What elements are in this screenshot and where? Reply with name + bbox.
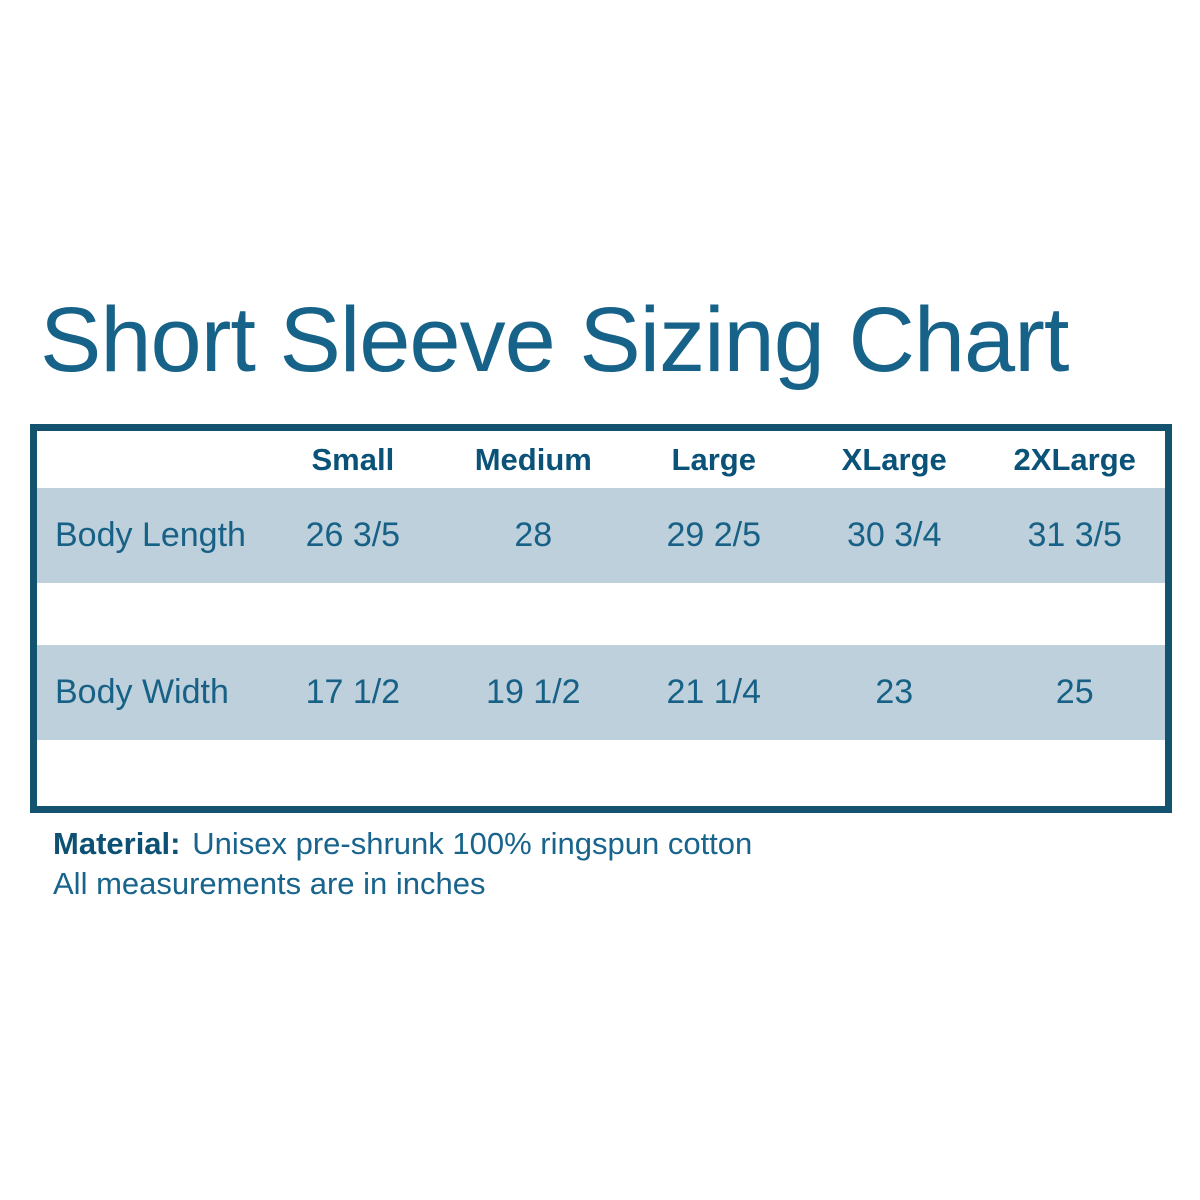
bottom-spacer-row (37, 740, 1165, 806)
body-width-2xlarge-value: 25 (1055, 673, 1094, 711)
body-width-xlarge-value: 23 (875, 673, 914, 711)
body-length-2xlarge-value: 31 3/5 (1027, 516, 1122, 554)
body-width-medium-value: 19 1/2 (486, 673, 581, 711)
sizing-table (30, 424, 1172, 813)
body-length-small-value: 26 3/5 (305, 516, 401, 554)
page-title: Short Sleeve Sizing Chart (40, 289, 1069, 391)
column-header-large: Large (671, 441, 756, 477)
body-width-large-value: 21 1/4 (666, 673, 762, 711)
body-length-xlarge-value: 30 3/4 (846, 516, 942, 554)
column-header-xlarge: XLarge (841, 441, 947, 477)
spacer-row (37, 583, 1165, 645)
material-note (53, 826, 752, 862)
table-row-body-length (37, 488, 1165, 583)
row-label-body-length: Body Length (55, 516, 246, 554)
body-length-large-value: 29 2/5 (666, 516, 762, 554)
material-value: Unisex pre-shrunk 100% ringspun cotton (192, 826, 753, 861)
row-label-body-width: Body Width (55, 673, 229, 711)
material-label: Material: (53, 826, 181, 861)
measurements-note: All measurements are in inches (53, 866, 486, 901)
table-row-body-width (37, 645, 1165, 740)
column-header-2xlarge: 2XLarge (1013, 441, 1136, 477)
body-length-medium-value: 28 (514, 516, 553, 554)
column-header-small: Small (311, 441, 395, 477)
table-header-row (37, 431, 1165, 488)
column-header-medium: Medium (474, 441, 592, 477)
body-width-small-value: 17 1/2 (305, 673, 401, 711)
